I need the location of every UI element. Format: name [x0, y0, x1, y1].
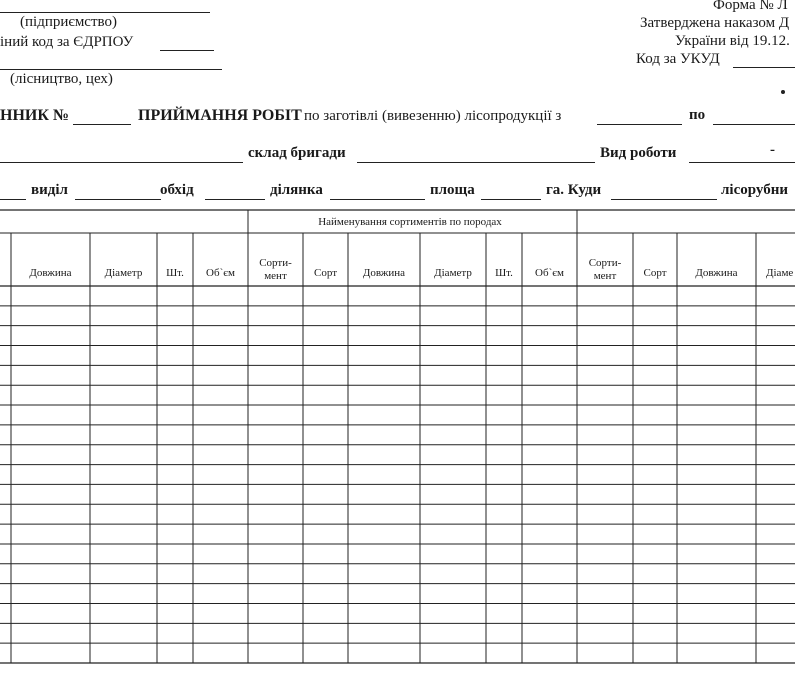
edrpou-label: іний код за ЄДРПОУ — [0, 34, 134, 50]
column-header-label: Сорти-мент — [259, 257, 292, 282]
ukud-code-label: Код за УКУД — [636, 51, 720, 67]
acceptance-title: ПРИЙМАННЯ РОБІТ — [138, 107, 302, 124]
approved-by: Затверджена наказом Д — [640, 15, 790, 31]
approved-date: України від 19.12. — [675, 33, 790, 49]
column-header-label: Довжина — [29, 267, 72, 279]
column-header-label: Сорт — [643, 267, 667, 279]
column-header-label: Об`єм — [535, 267, 564, 279]
unit-label: (лісництво, цех) — [10, 71, 113, 87]
doc-number-label: ННИК № — [0, 107, 70, 124]
area-label: площа — [430, 182, 475, 198]
column-header-label: Довжина — [695, 267, 738, 279]
destination-label: га. Куди — [546, 182, 602, 198]
column-header-label: Сорт — [314, 267, 337, 279]
column-header-label: Довжина — [362, 267, 406, 279]
brigade-label: склад бригади — [248, 145, 346, 161]
column-header-label: Об`єм — [206, 267, 235, 279]
section-label: виділ — [31, 182, 68, 198]
column-header-label: Шт. — [495, 267, 513, 279]
round-label: обхід — [160, 182, 194, 198]
form-number: Форма № Л — [713, 0, 788, 13]
column-header-label: Шт. — [166, 267, 184, 279]
to-label: по — [689, 107, 706, 123]
column-header-label: Сорти-мент — [588, 257, 622, 282]
plot-label: ділянка — [270, 182, 323, 198]
purpose-text: по заготівлі (вивезенню) лісопродукції з — [304, 108, 562, 124]
work-type-label: Вид роботи — [600, 145, 677, 161]
column-header-label: Діаметр — [434, 267, 472, 279]
group-header: Найменування сортиментів по породах — [318, 216, 502, 228]
logger-label: лісорубни — [721, 182, 788, 198]
column-header-label: Діаметр — [104, 267, 143, 279]
org-label: (підприємство) — [20, 14, 117, 30]
dash-mark: - — [770, 142, 775, 158]
column-header-label: Діаме — [766, 267, 794, 279]
